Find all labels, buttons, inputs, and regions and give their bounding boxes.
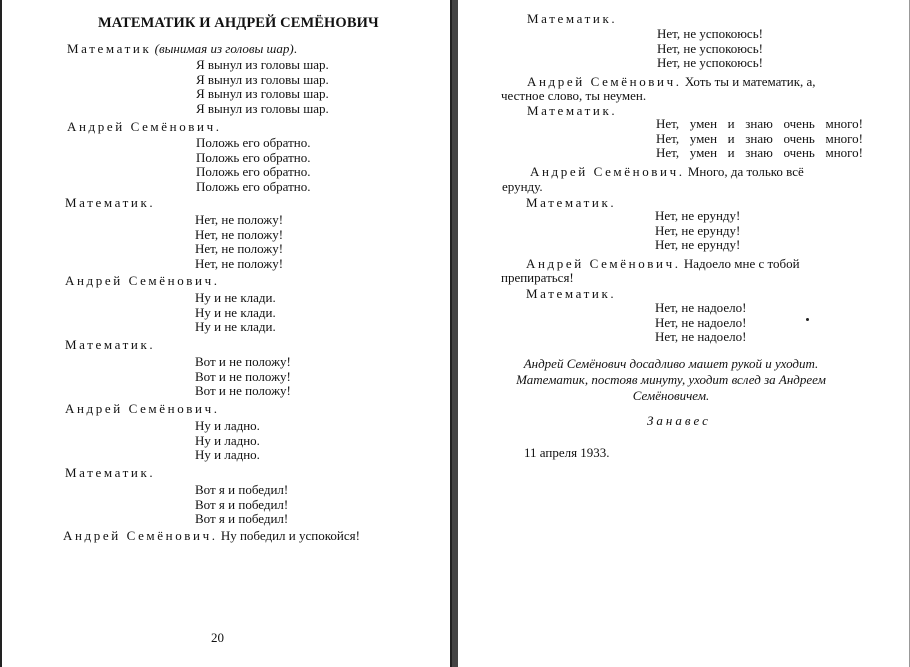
play-title: МАТЕМАТИК И АНДРЕЙ СЕМЁНОВИЧ xyxy=(98,15,379,31)
verse-lines xyxy=(196,58,329,116)
verse-line: Нет, не успокоюсь! xyxy=(657,55,763,71)
verse-line: Нет, не надоело! xyxy=(655,329,747,345)
speaker-name: Математик xyxy=(67,41,152,56)
verse-line: Нет, умен и знаю очень много! xyxy=(656,130,863,146)
speaker-name: Андрей Семёнович. xyxy=(65,401,220,416)
speaker-name: Математик. xyxy=(527,103,618,118)
verse-line: Нет, не ерунду! xyxy=(655,208,741,223)
verse-line: Нет, умен и знаю очень много! xyxy=(656,145,863,161)
verse-lines xyxy=(195,483,288,527)
speaker-name: Андрей Семёнович. xyxy=(63,528,218,543)
right-page xyxy=(458,0,910,667)
speaker-name: Андрей Семёнович. xyxy=(526,256,681,271)
verse-line: Нет, не надоело! xyxy=(655,300,747,315)
verse-line: Нет, не положу! xyxy=(195,212,284,227)
speaker-name: Андрей Семёнович. xyxy=(65,273,220,288)
speaker-name: Математик. xyxy=(527,11,618,26)
verse-lines xyxy=(195,291,276,335)
verse-line: Ну и ладно. xyxy=(195,432,260,448)
left-page xyxy=(0,0,452,667)
stage-direction-line: Математик, постояв минуту, уходит вслед за Андреем xyxy=(516,372,826,387)
verse-line: Нет, не успокоюсь! xyxy=(657,26,763,41)
speech-text: Ну победил и успокойся! xyxy=(220,528,360,543)
verse-line: Нет, умен и знаю очень много! xyxy=(656,116,863,131)
verse-line: Положь его обратно. xyxy=(196,164,311,180)
verse-line: Нет, не положу! xyxy=(195,226,284,242)
speaker-name: Андрей Семёнович. xyxy=(67,119,222,134)
verse-line: Положь его обратно. xyxy=(196,135,311,150)
verse-line: Ну и не клади. xyxy=(195,304,276,320)
verse-line: Я вынул из головы шар. xyxy=(196,71,329,87)
date-line: 11 апреля 1933. xyxy=(524,445,610,460)
verse-line: Нет, не надоело! xyxy=(655,314,747,330)
speech-text-continued: ерунду. xyxy=(502,179,543,194)
verse-line: Нет, не ерунду! xyxy=(655,237,741,253)
speaker-name: Математик. xyxy=(526,286,617,301)
stage-direction xyxy=(488,356,854,404)
verse-lines xyxy=(657,27,763,71)
verse-line: Вот я и победил! xyxy=(195,482,289,497)
verse-lines xyxy=(196,136,311,194)
speaker-name: Математик. xyxy=(65,195,156,210)
verse-line: Вот я и победил! xyxy=(195,511,289,527)
verse-line: Ну и не клади. xyxy=(195,290,276,305)
speaker-name: Андрей Семёнович. xyxy=(527,74,682,89)
verse-line: Нет, не положу! xyxy=(195,255,284,271)
verse-line: Я вынул из головы шар. xyxy=(196,100,329,116)
verse-line: Ну и ладно. xyxy=(195,418,260,433)
verse-line: Я вынул из головы шар. xyxy=(196,57,329,72)
stage-direction-line: Семёновичем. xyxy=(632,388,710,403)
verse-line: Вот и не положу! xyxy=(195,354,291,369)
speech-text: Хоть ты и математик, а, xyxy=(684,74,816,89)
speaker-name: Математик. xyxy=(65,337,156,352)
speech-text: Много, да только всё xyxy=(687,164,804,179)
speech-text-continued: препираться! xyxy=(501,270,574,285)
verse-line: Вот и не положу! xyxy=(195,383,291,399)
verse-lines xyxy=(195,419,260,463)
verse-lines xyxy=(656,117,863,161)
speaker-line xyxy=(63,528,360,544)
stage-direction-line: Андрей Семёнович досадливо машет рукой и уходит. xyxy=(523,356,819,371)
verse-line: Вот и не положу! xyxy=(195,368,291,384)
speech-text: Надоело мне с тобой xyxy=(683,256,800,271)
curtain-label: Занавес xyxy=(647,413,711,428)
verse-line: Положь его обратно. xyxy=(196,149,311,165)
verse-line: Ну и не клади. xyxy=(195,319,276,335)
verse-line: Вот я и победил! xyxy=(195,496,289,512)
verse-line: Нет, не положу! xyxy=(195,241,284,257)
verse-lines xyxy=(195,213,283,271)
stage-direction-inline: (вынимая из головы шар) xyxy=(154,41,294,56)
speaker-name: Математик. xyxy=(526,195,617,210)
verse-line: Ну и ладно. xyxy=(195,447,260,463)
verse-line: Положь его обратно. xyxy=(196,178,311,194)
verse-lines xyxy=(655,301,746,345)
speaker-line xyxy=(530,164,866,180)
verse-lines xyxy=(655,209,740,253)
page-number: 20 xyxy=(211,630,224,645)
verse-line: Нет, не успокоюсь! xyxy=(657,40,763,56)
speaker-line: Математик (вынимая из головы шар). xyxy=(67,41,297,56)
speaker-line xyxy=(526,256,866,272)
print-speck xyxy=(806,318,809,321)
speaker-name: Андрей Семёнович. xyxy=(530,164,685,179)
speaker-name: Математик. xyxy=(65,465,156,480)
verse-line: Нет, не ерунду! xyxy=(655,222,741,238)
speech-text-continued: честное слово, ты неумен. xyxy=(501,88,647,103)
verse-line: Я вынул из головы шар. xyxy=(196,86,329,102)
verse-lines xyxy=(195,355,291,399)
